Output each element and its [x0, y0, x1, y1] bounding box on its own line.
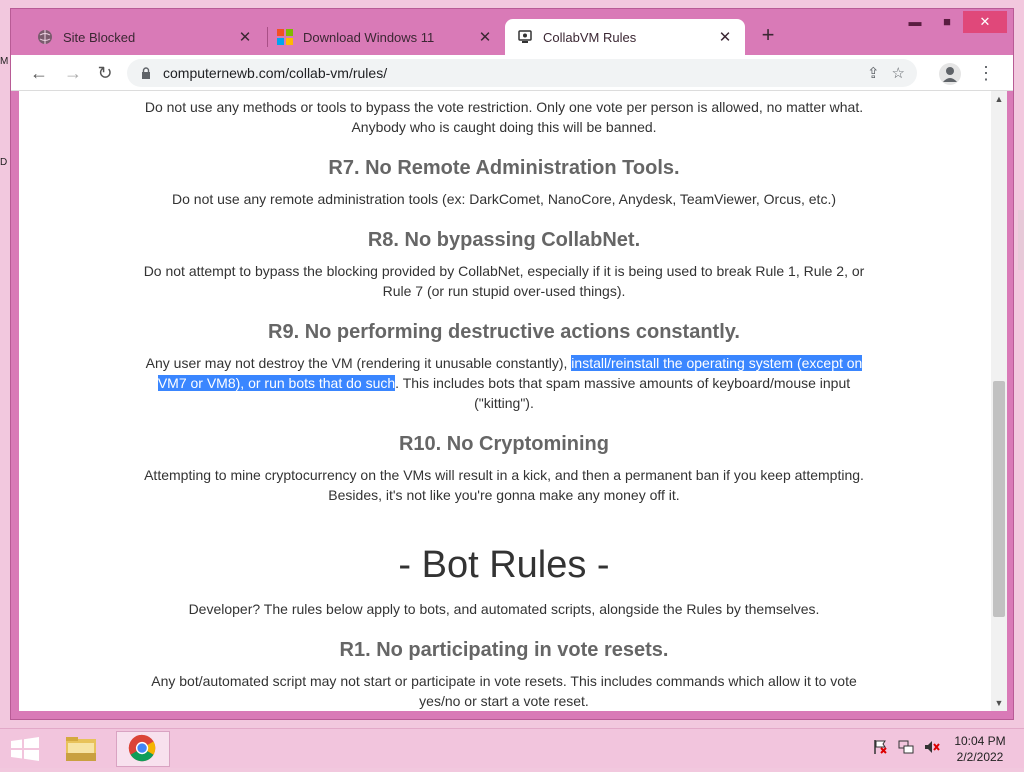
page-content	[19, 91, 991, 711]
tab-title: Download Windows 11	[303, 29, 435, 45]
rule-heading: R9. No performing destructive actions constantly.	[268, 321, 740, 343]
rule-text	[139, 353, 869, 413]
tab-collabvm-rules[interactable]	[505, 19, 745, 55]
collabvm-icon	[517, 29, 533, 45]
window-controls	[899, 11, 1007, 33]
maximize-button[interactable]: ■	[943, 14, 951, 29]
rule-text: Do not attempt to bypass the blocking provided by CollabNet, especially if it is being used to break Rule 1, Rule 2, or Rule 7 (or run stupid over-used things).	[143, 263, 865, 299]
selected-text[interactable]: install/reinstall the operating system (except on VM7 or VM8), or run bots that do such	[157, 355, 863, 391]
desktop-edge-letter-d: D	[0, 157, 8, 168]
bookmark-star-icon[interactable]: ☆	[891, 65, 905, 82]
rule-text-end: . This includes bots that spam massive amounts of keyboard/mouse input ("kitting").	[395, 375, 851, 411]
chrome-icon	[117, 732, 169, 766]
new-tab-button[interactable]: +	[761, 22, 775, 47]
taskbar	[0, 728, 1024, 768]
rules-page	[139, 91, 869, 755]
rule-text: Attempting to mine cryptocurrency on the VMs will result in a kick, and then a permanent ban if you keep attempting. Besides, it's not like you're gonna make any money off it.	[144, 467, 864, 503]
tab-strip	[11, 9, 1013, 55]
windows-logo-icon	[277, 29, 293, 45]
rule-heading: R7. No Remote Administration Tools.	[328, 157, 680, 179]
tab-title: CollabVM Rules	[543, 29, 637, 45]
desktop-edge-labels	[0, 56, 10, 168]
flag-icon[interactable]	[872, 739, 888, 755]
close-window-button[interactable]: ✕	[963, 11, 1007, 33]
address-bar-actions	[867, 59, 905, 87]
tab-close-icon[interactable]: ✕	[238, 29, 252, 46]
system-tray	[872, 739, 940, 755]
volume-muted-icon[interactable]	[924, 739, 940, 755]
folder-icon	[54, 731, 108, 767]
vertical-scrollbar[interactable]	[991, 91, 1007, 711]
rule-text-start: Any user may not destroy the VM (rendering it unusable constantly),	[145, 355, 572, 371]
rule-heading: R1. No participating in vote resets.	[339, 639, 669, 661]
rule-heading: R10. No Cryptomining	[398, 433, 609, 455]
clock-date: 2/2/2022	[956, 750, 1004, 764]
globe-icon	[37, 29, 53, 45]
start-button-windows-icon[interactable]	[10, 737, 40, 761]
lock-icon[interactable]	[141, 67, 151, 79]
bot-rules-title: - Bot Rules -	[398, 544, 610, 586]
profile-avatar-icon[interactable]	[939, 63, 961, 85]
rule-text: Do not use any remote administration tools (ex: DarkComet, NanoCore, Anydesk, TeamViewer, Orcus, etc.)	[172, 191, 836, 207]
address-bar[interactable]	[127, 59, 917, 87]
intro-paragraph: Do not use any methods or tools to bypass the vote restriction. Only one vote per person is allowed, no matter what. Anybody who is caught doing this will be banned.	[144, 99, 864, 135]
network-icon[interactable]	[898, 739, 914, 755]
tab-close-icon[interactable]: ✕	[478, 29, 492, 46]
chrome-taskbar-button[interactable]	[116, 731, 170, 767]
url-text: computernewb.com/collab-vm/rules/	[163, 65, 388, 81]
clock-time: 10:04 PM	[954, 734, 1006, 748]
browser-window	[10, 8, 1014, 720]
tab-site-blocked[interactable]	[25, 19, 265, 55]
forward-button[interactable]: →	[64, 63, 82, 83]
desktop-edge-strip	[1018, 210, 1024, 270]
tab-title: Site Blocked	[63, 29, 136, 45]
scrollbar-thumb[interactable]	[993, 381, 1005, 617]
tab-close-icon[interactable]: ✕	[718, 29, 732, 46]
browser-menu-icon[interactable]: ⋮	[977, 63, 995, 83]
share-icon[interactable]: ⇪	[866, 65, 880, 82]
taskbar-clock[interactable]	[950, 733, 1010, 765]
bot-rules-intro: Developer? The rules below apply to bots, and automated scripts, alongside the Rules by themselves.	[188, 601, 820, 617]
desktop-edge-letter-m: M	[0, 56, 9, 67]
rule-heading: R8. No bypassing CollabNet.	[367, 229, 641, 251]
scroll-up-arrow-icon[interactable]: ▲	[994, 94, 1004, 104]
tab-download-windows-11[interactable]	[265, 19, 505, 55]
scroll-down-arrow-icon[interactable]: ▼	[994, 698, 1004, 708]
file-explorer-button[interactable]	[54, 731, 108, 767]
minimize-button[interactable]: ▬	[908, 14, 922, 29]
back-button[interactable]: ←	[30, 63, 48, 83]
rule-text: Any bot/automated script may not start or participate in vote resets. This includes commands which allow it to vote yes/no or start a vote reset.	[151, 673, 857, 709]
browser-toolbar	[11, 55, 1013, 91]
reload-button[interactable]: ↻	[97, 63, 113, 83]
